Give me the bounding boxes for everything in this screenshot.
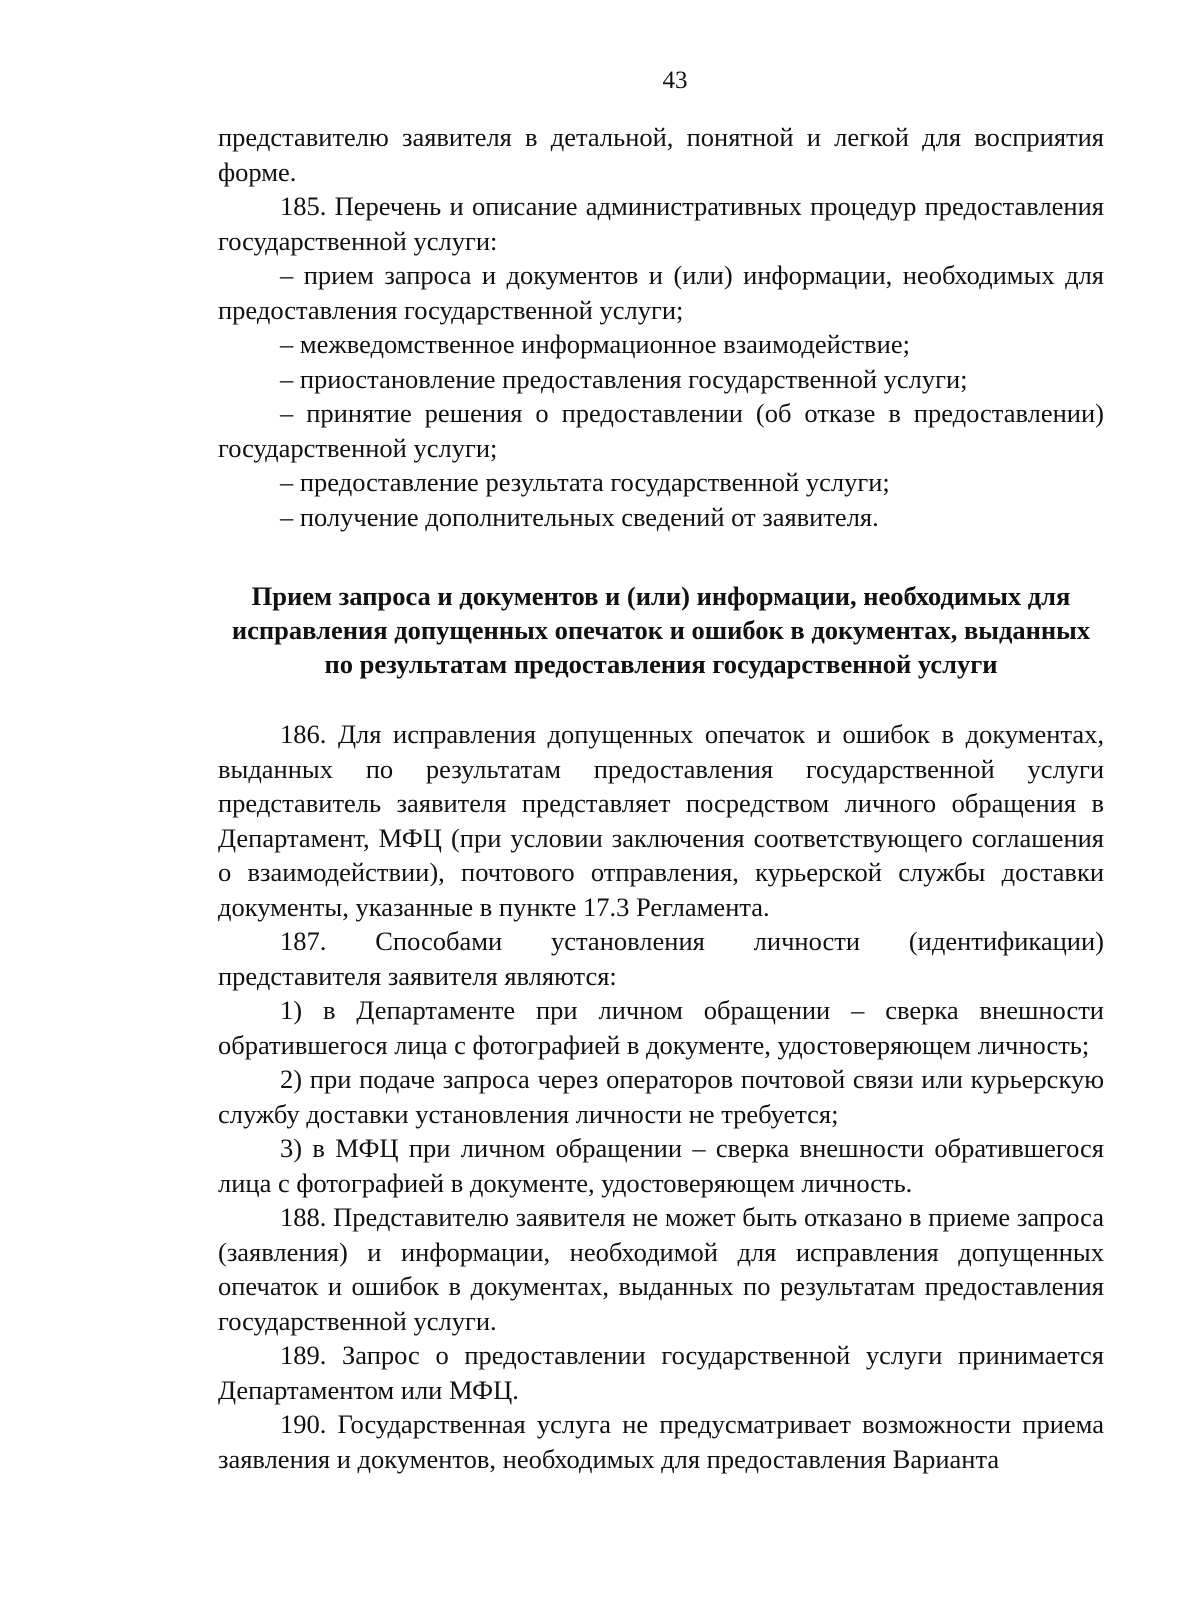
paragraph-188: 188. Представителю заявителя не может быть отказано в приеме запроса (заявления) и информации, необходимой для исправления допущенных опечаток и ошибок в документах, выданных по результатам предоставления государственной услуги. bbox=[218, 1202, 1104, 1336]
paragraph-continuation: представителю заявителя в детальной, понятной и легкой для восприятия форме. bbox=[218, 122, 1104, 187]
top-paragraphs bbox=[218, 120, 1104, 534]
list-item-185-2: – межведомственное информационное взаимодействие; bbox=[280, 329, 910, 359]
paragraph-190: 190. Государственная услуга не предусматривает возможности приема заявления и документов, необходимых для предоставления Варианта bbox=[218, 1409, 1104, 1474]
paragraph-185: 185. Перечень и описание административных процедур предоставления государственной услуги: bbox=[218, 191, 1104, 256]
list-item-187-2: 2) при подаче запроса через операторов почтовой связи или курьерскую службу доставки установления личности не требуется; bbox=[218, 1064, 1104, 1129]
page-number: 43 bbox=[662, 67, 688, 94]
section-heading: Прием запроса и документов и (или) информации, необходимых для исправления допущенных опечаток и ошибок в документах, выданных по результатам предоставления государственной услуги bbox=[231, 581, 1091, 679]
document-body bbox=[218, 120, 1104, 1476]
list-item-185-5: – предоставление результата государственной услуги; bbox=[280, 467, 890, 497]
bottom-paragraphs bbox=[218, 717, 1104, 1476]
list-item-185-4: – принятие решения о предоставлении (об отказе в предоставлении) государственной услуги; bbox=[218, 398, 1104, 463]
list-item-185-1: – прием запроса и документов и (или) информации, необходимых для предоставления государственной услуги; bbox=[218, 260, 1104, 325]
paragraph-187: 187. Способами установления личности (идентификации) представителя заявителя являются: bbox=[218, 926, 1104, 991]
paragraph-189: 189. Запрос о предоставлении государственной услуги принимается Департаментом или МФЦ. bbox=[218, 1340, 1104, 1405]
list-item-187-1: 1) в Департаменте при личном обращении – сверка внешности обратившегося лица с фотографией в документе, удостоверяющем личность; bbox=[218, 995, 1104, 1060]
list-item-185-3: – приостановление предоставления государственной услуги; bbox=[280, 363, 968, 394]
paragraph-186: 186. Для исправления допущенных опечаток и ошибок в документах, выданных по результатам предоставления государственной услуги представитель заявителя представляет посредством личного обращения в Департамент, МФЦ (при условии заключения соответствующего соглашения о взаимодействии), почтового отправления, курьерской службы доставки документы, указанные в пункте 17.3 Регламента. bbox=[218, 719, 1104, 922]
list-item-187-3: 3) в МФЦ при личном обращении – сверка внешности обратившегося лица с фотографией в документе, удостоверяющем личность. bbox=[218, 1133, 1104, 1198]
list-item-185-6: – получение дополнительных сведений от заявителя. bbox=[280, 501, 879, 532]
